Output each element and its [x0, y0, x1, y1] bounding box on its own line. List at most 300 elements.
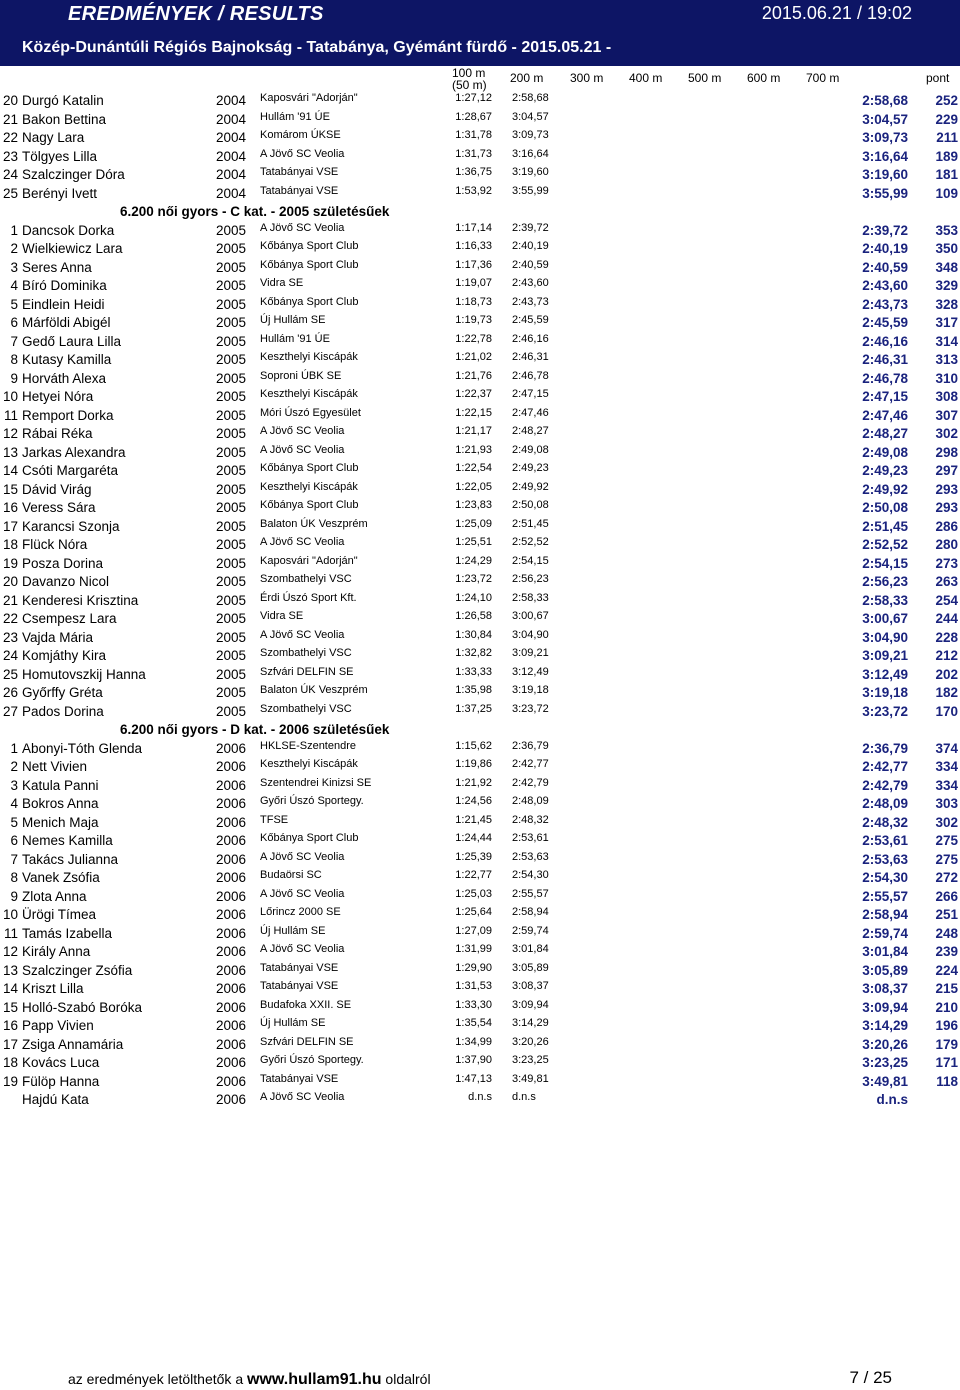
result-row	[0, 775, 960, 794]
club-name: Budafoka XXII. SE	[260, 998, 352, 1011]
swimmer-name: Karancsi Szonja	[22, 518, 120, 534]
points: 196	[935, 1018, 958, 1033]
split-100m: 1:25,09	[455, 517, 492, 530]
col-200m: 200 m	[510, 71, 544, 85]
final-time: 2:54,15	[862, 555, 908, 571]
rank: 5	[10, 814, 18, 830]
points: 251	[935, 907, 958, 922]
birth-year: 2004	[216, 130, 247, 145]
birth-year: 2005	[216, 389, 247, 404]
final-time: 2:46,78	[862, 370, 908, 386]
result-row	[0, 423, 960, 442]
result-row	[0, 904, 960, 923]
final-time: 2:47,15	[862, 389, 908, 404]
result-row	[0, 1089, 960, 1108]
split-100m: 1:33,33	[455, 665, 492, 678]
result-row	[0, 608, 960, 627]
final-time: 2:40,19	[862, 241, 908, 256]
split-100m: 1:47,13	[455, 1072, 492, 1085]
points: 298	[935, 444, 958, 460]
final-time: 2:54,30	[862, 870, 908, 885]
split-200m: 3:00,67	[512, 610, 549, 622]
points: 302	[935, 814, 958, 830]
points: 334	[935, 777, 958, 793]
result-row	[0, 386, 960, 405]
club-name: Komárom ÚKSE	[260, 129, 341, 141]
rank: 16	[2, 1018, 18, 1033]
birth-year: 2005	[216, 444, 247, 460]
result-row	[0, 682, 960, 701]
result-row	[0, 442, 960, 461]
club-name: Szfvári DELFIN SE	[260, 665, 354, 678]
birth-year: 2005	[216, 629, 247, 645]
result-row	[0, 497, 960, 516]
rank: 10	[2, 907, 18, 922]
footer-text-after: oldalról	[381, 1371, 431, 1387]
split-200m: 3:19,18	[512, 684, 549, 696]
birth-year: 2005	[216, 259, 247, 275]
final-time: 2:53,61	[862, 833, 908, 848]
points: 215	[935, 981, 958, 996]
result-row	[0, 645, 960, 664]
club-name: A Jövő SC Veolia	[260, 147, 345, 160]
points: 181	[935, 167, 958, 182]
split-100m: 1:33,30	[455, 998, 492, 1011]
club-name: Keszthelyi Kiscápák	[260, 351, 358, 363]
final-time: 2:39,72	[862, 222, 908, 238]
final-time: 2:48,27	[862, 426, 908, 441]
points: 310	[935, 370, 958, 386]
result-row	[0, 238, 960, 257]
result-row	[0, 90, 960, 109]
club-name: Szentendrei Kinizsi SE	[260, 776, 372, 789]
split-200m: 2:39,72	[512, 221, 549, 234]
rank: 3	[10, 777, 18, 793]
points: 244	[935, 611, 958, 626]
swimmer-name: Kenderesi Krisztina	[22, 592, 139, 608]
result-row	[0, 331, 960, 350]
col-points: pont	[926, 71, 950, 85]
split-100m: 1:23,83	[455, 499, 492, 511]
club-name: Keszthelyi Kiscápák	[260, 388, 358, 400]
swimmer-name: Davanzo Nicol	[22, 574, 110, 589]
section-title: 6.200 női gyors - D kat. - 2006 születésűek	[120, 722, 390, 737]
club-name: Új Hullám SE	[260, 924, 326, 937]
results-table	[0, 90, 960, 1108]
split-200m: 2:58,68	[512, 92, 549, 104]
split-100m: 1:22,54	[455, 462, 492, 474]
points: 171	[935, 1055, 958, 1070]
swimmer-name: Tamás Izabella	[22, 925, 113, 941]
rank: 21	[2, 111, 18, 127]
points: 286	[935, 518, 958, 534]
club-name: Vidra SE	[260, 610, 304, 622]
result-row	[0, 923, 960, 942]
points: 212	[935, 648, 958, 663]
rank: 2	[10, 759, 18, 774]
final-time: 2:40,59	[862, 259, 908, 275]
split-100m: 1:31,53	[455, 980, 492, 992]
points: 353	[935, 222, 958, 238]
birth-year: 2006	[216, 925, 247, 941]
split-200m: 2:46,31	[512, 351, 549, 363]
swimmer-name: Abonyi-Tóth Glenda	[22, 740, 143, 756]
points: 189	[935, 148, 958, 164]
result-row	[0, 1034, 960, 1053]
page-footer	[0, 1368, 960, 1390]
final-time: d.n.s	[876, 1092, 908, 1107]
result-row	[0, 257, 960, 276]
final-time: 3:09,21	[862, 648, 908, 663]
split-200m: 3:19,60	[512, 166, 549, 178]
split-100m: 1:29,90	[455, 961, 492, 974]
swimmer-name: Vajda Mária	[22, 629, 94, 645]
result-row	[0, 849, 960, 868]
split-200m: 3:09,73	[512, 129, 549, 141]
points: 328	[935, 296, 958, 312]
points: 275	[935, 833, 958, 848]
birth-year: 2004	[216, 167, 247, 182]
split-200m: 2:53,61	[512, 832, 549, 844]
swimmer-name: Hetyei Nóra	[22, 389, 94, 404]
birth-year: 2006	[216, 999, 247, 1015]
split-200m: 3:04,57	[512, 110, 549, 123]
birth-year: 2006	[216, 1018, 247, 1033]
section-heading	[0, 201, 960, 220]
result-row	[0, 997, 960, 1016]
birth-year: 2005	[216, 611, 247, 626]
birth-year: 2006	[216, 1073, 247, 1089]
split-200m: 2:53,63	[512, 850, 549, 863]
final-time: 3:00,67	[862, 611, 908, 626]
swimmer-name: Kriszt Lilla	[22, 981, 84, 996]
points: 307	[935, 407, 958, 423]
result-row	[0, 164, 960, 183]
rank: 11	[3, 407, 18, 423]
points: 334	[935, 759, 958, 774]
split-100m: 1:19,86	[455, 758, 492, 770]
rank: 8	[10, 870, 18, 885]
club-name: Hullám '91 ÚE	[260, 332, 330, 345]
final-time: 3:23,25	[862, 1055, 908, 1070]
swimmer-name: Nemes Kamilla	[22, 833, 113, 848]
final-time: 2:36,79	[862, 740, 908, 756]
split-200m: 3:04,90	[512, 628, 549, 641]
birth-year: 2006	[216, 870, 247, 885]
birth-year: 2004	[216, 111, 247, 127]
split-100m: 1:24,29	[455, 554, 492, 567]
split-100m: 1:34,99	[455, 1035, 492, 1048]
club-name: Tatabányai VSE	[260, 166, 339, 178]
split-200m: 3:20,26	[512, 1035, 549, 1048]
final-time: 3:08,37	[862, 981, 908, 996]
swimmer-name: Nagy Lara	[22, 130, 85, 145]
club-name: Tatabányai VSE	[260, 184, 339, 197]
split-200m: 3:01,84	[512, 943, 549, 955]
swimmer-name: Kovács Luca	[22, 1055, 100, 1070]
split-100m: 1:24,56	[455, 795, 492, 807]
result-row	[0, 460, 960, 479]
club-name: A Jövő SC Veolia	[260, 221, 345, 234]
split-100m: 1:37,90	[455, 1054, 492, 1066]
split-200m: 2:52,52	[512, 536, 549, 548]
rank: 26	[2, 685, 18, 700]
final-time: 2:43,60	[862, 278, 908, 293]
split-200m: 2:56,23	[512, 573, 549, 585]
rank: 7	[10, 333, 18, 349]
split-100m: 1:31,99	[455, 943, 492, 955]
final-time: 2:56,23	[862, 574, 908, 589]
final-time: 3:09,94	[862, 999, 908, 1015]
final-time: 2:45,59	[862, 315, 908, 330]
points: 317	[935, 315, 958, 330]
final-time: 2:47,46	[862, 407, 908, 423]
club-name: TFSE	[260, 813, 289, 826]
rank: 6	[10, 315, 18, 330]
split-200m: 2:59,74	[512, 924, 549, 937]
swimmer-name: Szalczinger Dóra	[22, 167, 125, 182]
points: 224	[935, 962, 958, 978]
birth-year: 2005	[216, 648, 247, 663]
birth-year: 2005	[216, 296, 247, 312]
points: 118	[936, 1073, 958, 1089]
swimmer-name: Flück Nóra	[22, 537, 88, 552]
split-200m: 2:54,15	[512, 554, 549, 567]
club-name: Új Hullám SE	[260, 1017, 326, 1029]
final-time: 3:19,60	[862, 167, 908, 182]
birth-year: 2006	[216, 851, 247, 867]
points: 275	[935, 851, 958, 867]
split-100m: 1:23,72	[455, 573, 492, 585]
rank: 10	[2, 389, 18, 404]
split-200m: 3:09,21	[512, 647, 549, 659]
col-600m: 600 m	[747, 71, 781, 85]
points: 210	[935, 999, 958, 1015]
swimmer-name: Posza Dorina	[22, 555, 104, 571]
swimmer-name: Zlota Anna	[22, 888, 87, 904]
club-name: Tatabányai VSE	[260, 961, 339, 974]
swimmer-name: Holló-Szabó Boróka	[22, 999, 143, 1015]
rank: 6	[10, 833, 18, 848]
swimmer-name: Dávid Virág	[22, 481, 92, 497]
rank: 1	[10, 740, 18, 756]
result-row	[0, 1071, 960, 1090]
birth-year: 2006	[216, 740, 247, 756]
points: 303	[935, 796, 958, 811]
points: 263	[935, 574, 958, 589]
swimmer-name: Kutasy Kamilla	[22, 352, 112, 367]
result-row	[0, 793, 960, 812]
column-header	[0, 66, 960, 90]
result-row	[0, 627, 960, 646]
swimmer-name: Hajdú Kata	[22, 1092, 89, 1107]
split-200m: 2:42,79	[512, 776, 549, 789]
club-name: A Jövő SC Veolia	[260, 536, 345, 548]
split-100m: 1:22,78	[455, 332, 492, 345]
split-200m: 3:14,29	[512, 1017, 549, 1029]
final-time: 2:58,68	[862, 93, 908, 108]
rank: 18	[2, 1055, 18, 1070]
split-100m: 1:22,37	[455, 388, 492, 400]
birth-year: 2005	[216, 333, 247, 349]
col-500m: 500 m	[688, 71, 722, 85]
col-700m: 700 m	[806, 71, 840, 85]
points: 254	[935, 592, 958, 608]
rank: 23	[2, 148, 18, 164]
points: 272	[935, 870, 958, 885]
footer-link[interactable]: www.hullam91.hu	[247, 1371, 382, 1388]
split-200m: 2:51,45	[512, 517, 549, 530]
rank: 22	[2, 611, 18, 626]
points: 293	[935, 500, 958, 515]
club-name: Lőrincz 2000 SE	[260, 906, 341, 918]
club-name: Győri Úszó Sportegy.	[260, 1054, 364, 1066]
birth-year: 2005	[216, 222, 247, 238]
points: 350	[935, 241, 958, 256]
birth-year: 2004	[216, 93, 247, 108]
club-name: Győri Úszó Sportegy.	[260, 795, 364, 807]
split-200m: 3:09,94	[512, 998, 549, 1011]
swimmer-name: Csempesz Lara	[22, 611, 117, 626]
points: 239	[935, 944, 958, 959]
points: 329	[935, 278, 958, 293]
final-time: 2:50,08	[862, 500, 908, 515]
col-300m: 300 m	[570, 71, 604, 85]
birth-year: 2005	[216, 426, 247, 441]
points: 348	[935, 259, 958, 275]
split-200m: 3:49,81	[512, 1072, 549, 1085]
points: 273	[935, 555, 958, 571]
club-name: Kőbánya Sport Club	[260, 295, 359, 308]
swimmer-name: Zsiga Annamária	[22, 1036, 124, 1052]
result-row	[0, 349, 960, 368]
split-200m: 2:36,79	[512, 739, 549, 752]
swimmer-name: Nett Vivien	[22, 759, 88, 774]
points: 374	[935, 740, 958, 756]
club-name: Kaposvári "Adorján"	[260, 554, 358, 567]
final-time: 2:42,79	[862, 777, 908, 793]
rank: 24	[2, 167, 18, 182]
club-name: Móri Úszó Egyesület	[260, 406, 361, 419]
rank: 19	[2, 555, 18, 571]
birth-year: 2006	[216, 944, 247, 959]
birth-year: 2006	[216, 981, 247, 996]
rank: 23	[2, 629, 18, 645]
split-100m: 1:25,03	[455, 887, 492, 900]
birth-year: 2006	[216, 777, 247, 793]
swimmer-name: Rábai Réka	[22, 426, 93, 441]
split-200m: 2:43,60	[512, 277, 549, 289]
rank: 14	[2, 463, 18, 478]
rank: 4	[10, 796, 18, 811]
col-50m: (50 m)	[452, 78, 487, 92]
final-time: 2:48,32	[862, 814, 908, 830]
final-time: 2:59,74	[862, 925, 908, 941]
final-time: 2:53,63	[862, 851, 908, 867]
split-100m: 1:18,73	[455, 295, 492, 308]
birth-year: 2005	[216, 315, 247, 330]
birth-year: 2006	[216, 833, 247, 848]
rank: 17	[2, 518, 18, 534]
club-name: Keszthelyi Kiscápák	[260, 480, 358, 493]
split-200m: 3:23,25	[512, 1054, 549, 1066]
rank: 13	[2, 444, 18, 460]
split-100m: 1:19,73	[455, 314, 492, 326]
birth-year: 2006	[216, 907, 247, 922]
split-200m: 2:40,59	[512, 258, 549, 271]
swimmer-name: Horváth Alexa	[22, 370, 107, 386]
split-100m: 1:35,54	[455, 1017, 492, 1029]
swimmer-name: Bíró Dominika	[22, 278, 107, 293]
split-100m: 1:31,73	[455, 147, 492, 160]
split-100m: 1:31,78	[455, 129, 492, 141]
swimmer-name: Dancsok Dorka	[22, 222, 115, 238]
final-time: 2:42,77	[862, 759, 908, 774]
swimmer-name: Berényi Ivett	[22, 185, 98, 201]
result-row	[0, 830, 960, 849]
birth-year: 2006	[216, 962, 247, 978]
result-row	[0, 312, 960, 331]
result-row	[0, 960, 960, 979]
points: 248	[935, 925, 958, 941]
club-name: Tatabányai VSE	[260, 980, 339, 992]
birth-year: 2005	[216, 407, 247, 423]
points: 313	[935, 352, 958, 367]
split-100m: 1:36,75	[455, 166, 492, 178]
club-name: Hullám '91 ÚE	[260, 110, 330, 123]
report-datetime: 2015.06.21 / 19:02	[761, 3, 912, 23]
swimmer-name: Jarkas Alexandra	[22, 444, 126, 460]
club-name: A Jövő SC Veolia	[260, 628, 345, 641]
swimmer-name: Ürögi Tímea	[22, 907, 97, 922]
final-time: 2:52,52	[862, 537, 908, 552]
result-row	[0, 109, 960, 128]
points: 293	[935, 481, 958, 497]
result-row	[0, 664, 960, 683]
split-100m: d.n.s	[468, 1091, 492, 1103]
points: 314	[935, 333, 958, 349]
swimmer-name: Bakon Bettina	[22, 111, 107, 127]
result-row	[0, 553, 960, 572]
final-time: 3:23,72	[862, 703, 908, 719]
club-name: A Jövő SC Veolia	[260, 943, 345, 955]
split-100m: 1:21,02	[455, 351, 492, 363]
club-name: Kőbánya Sport Club	[260, 240, 359, 252]
header-bar	[0, 0, 960, 66]
swimmer-name: Seres Anna	[22, 259, 92, 275]
swimmer-name: Katula Panni	[22, 777, 99, 793]
birth-year: 2006	[216, 1092, 247, 1107]
club-name: Kőbánya Sport Club	[260, 462, 359, 474]
final-time: 3:12,49	[862, 666, 908, 682]
birth-year: 2006	[216, 796, 247, 811]
split-100m: 1:37,25	[455, 702, 492, 715]
split-100m: 1:19,07	[455, 277, 492, 289]
rank: 25	[2, 185, 18, 201]
birth-year: 2006	[216, 759, 247, 774]
swimmer-name: Durgó Katalin	[22, 93, 104, 108]
split-200m: 2:49,23	[512, 462, 549, 474]
result-row	[0, 867, 960, 886]
club-name: Kőbánya Sport Club	[260, 258, 359, 271]
split-100m: 1:22,77	[455, 869, 492, 881]
club-name: Soproni ÚBK SE	[260, 369, 342, 382]
rank: 9	[10, 370, 18, 386]
final-time: 2:48,09	[862, 796, 908, 811]
split-100m: 1:21,93	[455, 443, 492, 456]
split-200m: 2:55,57	[512, 887, 549, 900]
final-time: 3:20,26	[862, 1036, 908, 1052]
